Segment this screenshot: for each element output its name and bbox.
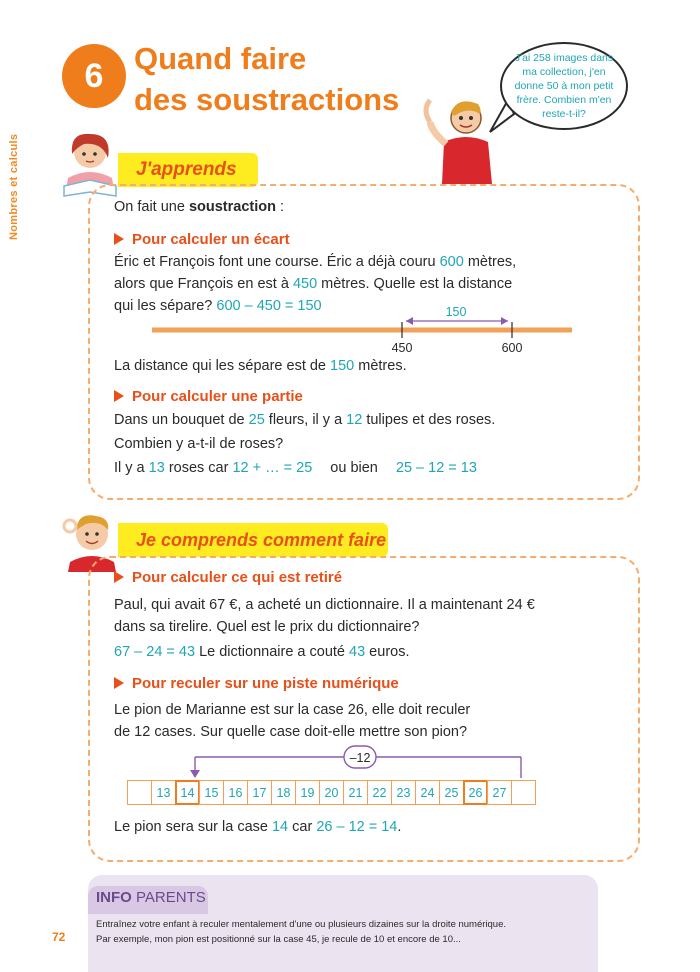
heading-retire: Pour calculer ce qui est retiré	[114, 569, 342, 586]
triangle-bullet-icon	[114, 233, 124, 245]
track-cell: 24	[415, 780, 440, 805]
tick-label-450: 450	[391, 341, 413, 355]
comprends-banner: Je comprends comment faire	[118, 523, 388, 557]
heading-partie: Pour calculer une partie	[114, 388, 303, 405]
partie-paragraph: Dans un bouquet de 25 fleurs, il y a 12 tulipes et des roses. Combien y a-t-il de roses? Il y a 13 roses car 12 + … = 25 ou bien 25 – 12 = 13	[114, 412, 496, 476]
piste-paragraph: Le pion de Marianne est sur la case 26, elle doit reculer de 12 cases. Sur quelle case doit-elle mettre son pion?	[114, 702, 471, 740]
intro-text: On fait une soustraction :	[114, 199, 285, 215]
retire-paragraph: Paul, qui avait 67 €, a acheté un dictionnaire. Il a maintenant 24 € dans sa tirelire. Quel est le prix du dictionnaire?	[114, 597, 535, 635]
retire-answer: 67 – 24 = 43 Le dictionnaire a couté 43 euros.	[114, 644, 410, 660]
track-cell: 25	[439, 780, 464, 805]
boy-pointing-illustration	[418, 92, 500, 184]
lesson-number-badge: 6	[62, 44, 126, 108]
heading-ecart: Pour calculer un écart	[114, 231, 290, 248]
track-cell-target: 14	[175, 780, 200, 805]
tick-label-600: 600	[501, 341, 523, 355]
track-cell: 17	[247, 780, 272, 805]
heading-piste: Pour reculer sur une piste numérique	[114, 675, 399, 692]
ecart-answer: La distance qui les sépare est de 150 mètres.	[114, 358, 407, 374]
track-cell: 21	[343, 780, 368, 805]
track-cell: 18	[271, 780, 296, 805]
section-side-label: Nombres et calculs	[8, 133, 20, 240]
jump-arrow	[180, 744, 530, 780]
triangle-bullet-icon	[114, 571, 124, 583]
page-number: 72	[52, 930, 66, 944]
info-parents-text: Entraînez votre enfant à reculer mentalement d'une ou plusieurs dizaines sur la droite numérique. Par exemple, mon pion est positionné sur la case 45, je recule de 10 et encore de 10...	[96, 919, 507, 945]
piste-answer: Le pion sera sur la case 14 car 26 – 12 = 14.	[114, 819, 402, 835]
page-title: Quand faire des soustractions	[134, 41, 400, 117]
track-cell	[511, 780, 536, 805]
track-cell: 15	[199, 780, 224, 805]
info-parents-title: INFO PARENTS	[96, 889, 206, 906]
track-cell: 13	[151, 780, 176, 805]
japprends-banner: J'apprends	[118, 153, 258, 187]
number-track	[128, 780, 536, 805]
speech-bubble: J'ai 258 images dans ma collection, j'en donne 50 à mon petit frère. Combien m'en reste-t-il?	[500, 42, 628, 130]
distance-line-diagram	[150, 300, 576, 356]
track-cell: 23	[391, 780, 416, 805]
ecart-paragraph: Éric et François font une course. Éric a déjà couru 600 mètres, alors que François en est à 450 mètres. Quelle est la distance qui les sépare? 600 – 450 = 150	[114, 254, 517, 314]
track-cell: 20	[319, 780, 344, 805]
triangle-bullet-icon	[114, 677, 124, 689]
track-cell: 19	[295, 780, 320, 805]
track-cell	[127, 780, 152, 805]
track-cell: 16	[223, 780, 248, 805]
track-cell: 27	[487, 780, 512, 805]
jump-label: –12	[349, 751, 371, 765]
track-cell-start: 26	[463, 780, 488, 805]
gap-label: 150	[445, 305, 467, 319]
track-cell: 22	[367, 780, 392, 805]
triangle-bullet-icon	[114, 390, 124, 402]
